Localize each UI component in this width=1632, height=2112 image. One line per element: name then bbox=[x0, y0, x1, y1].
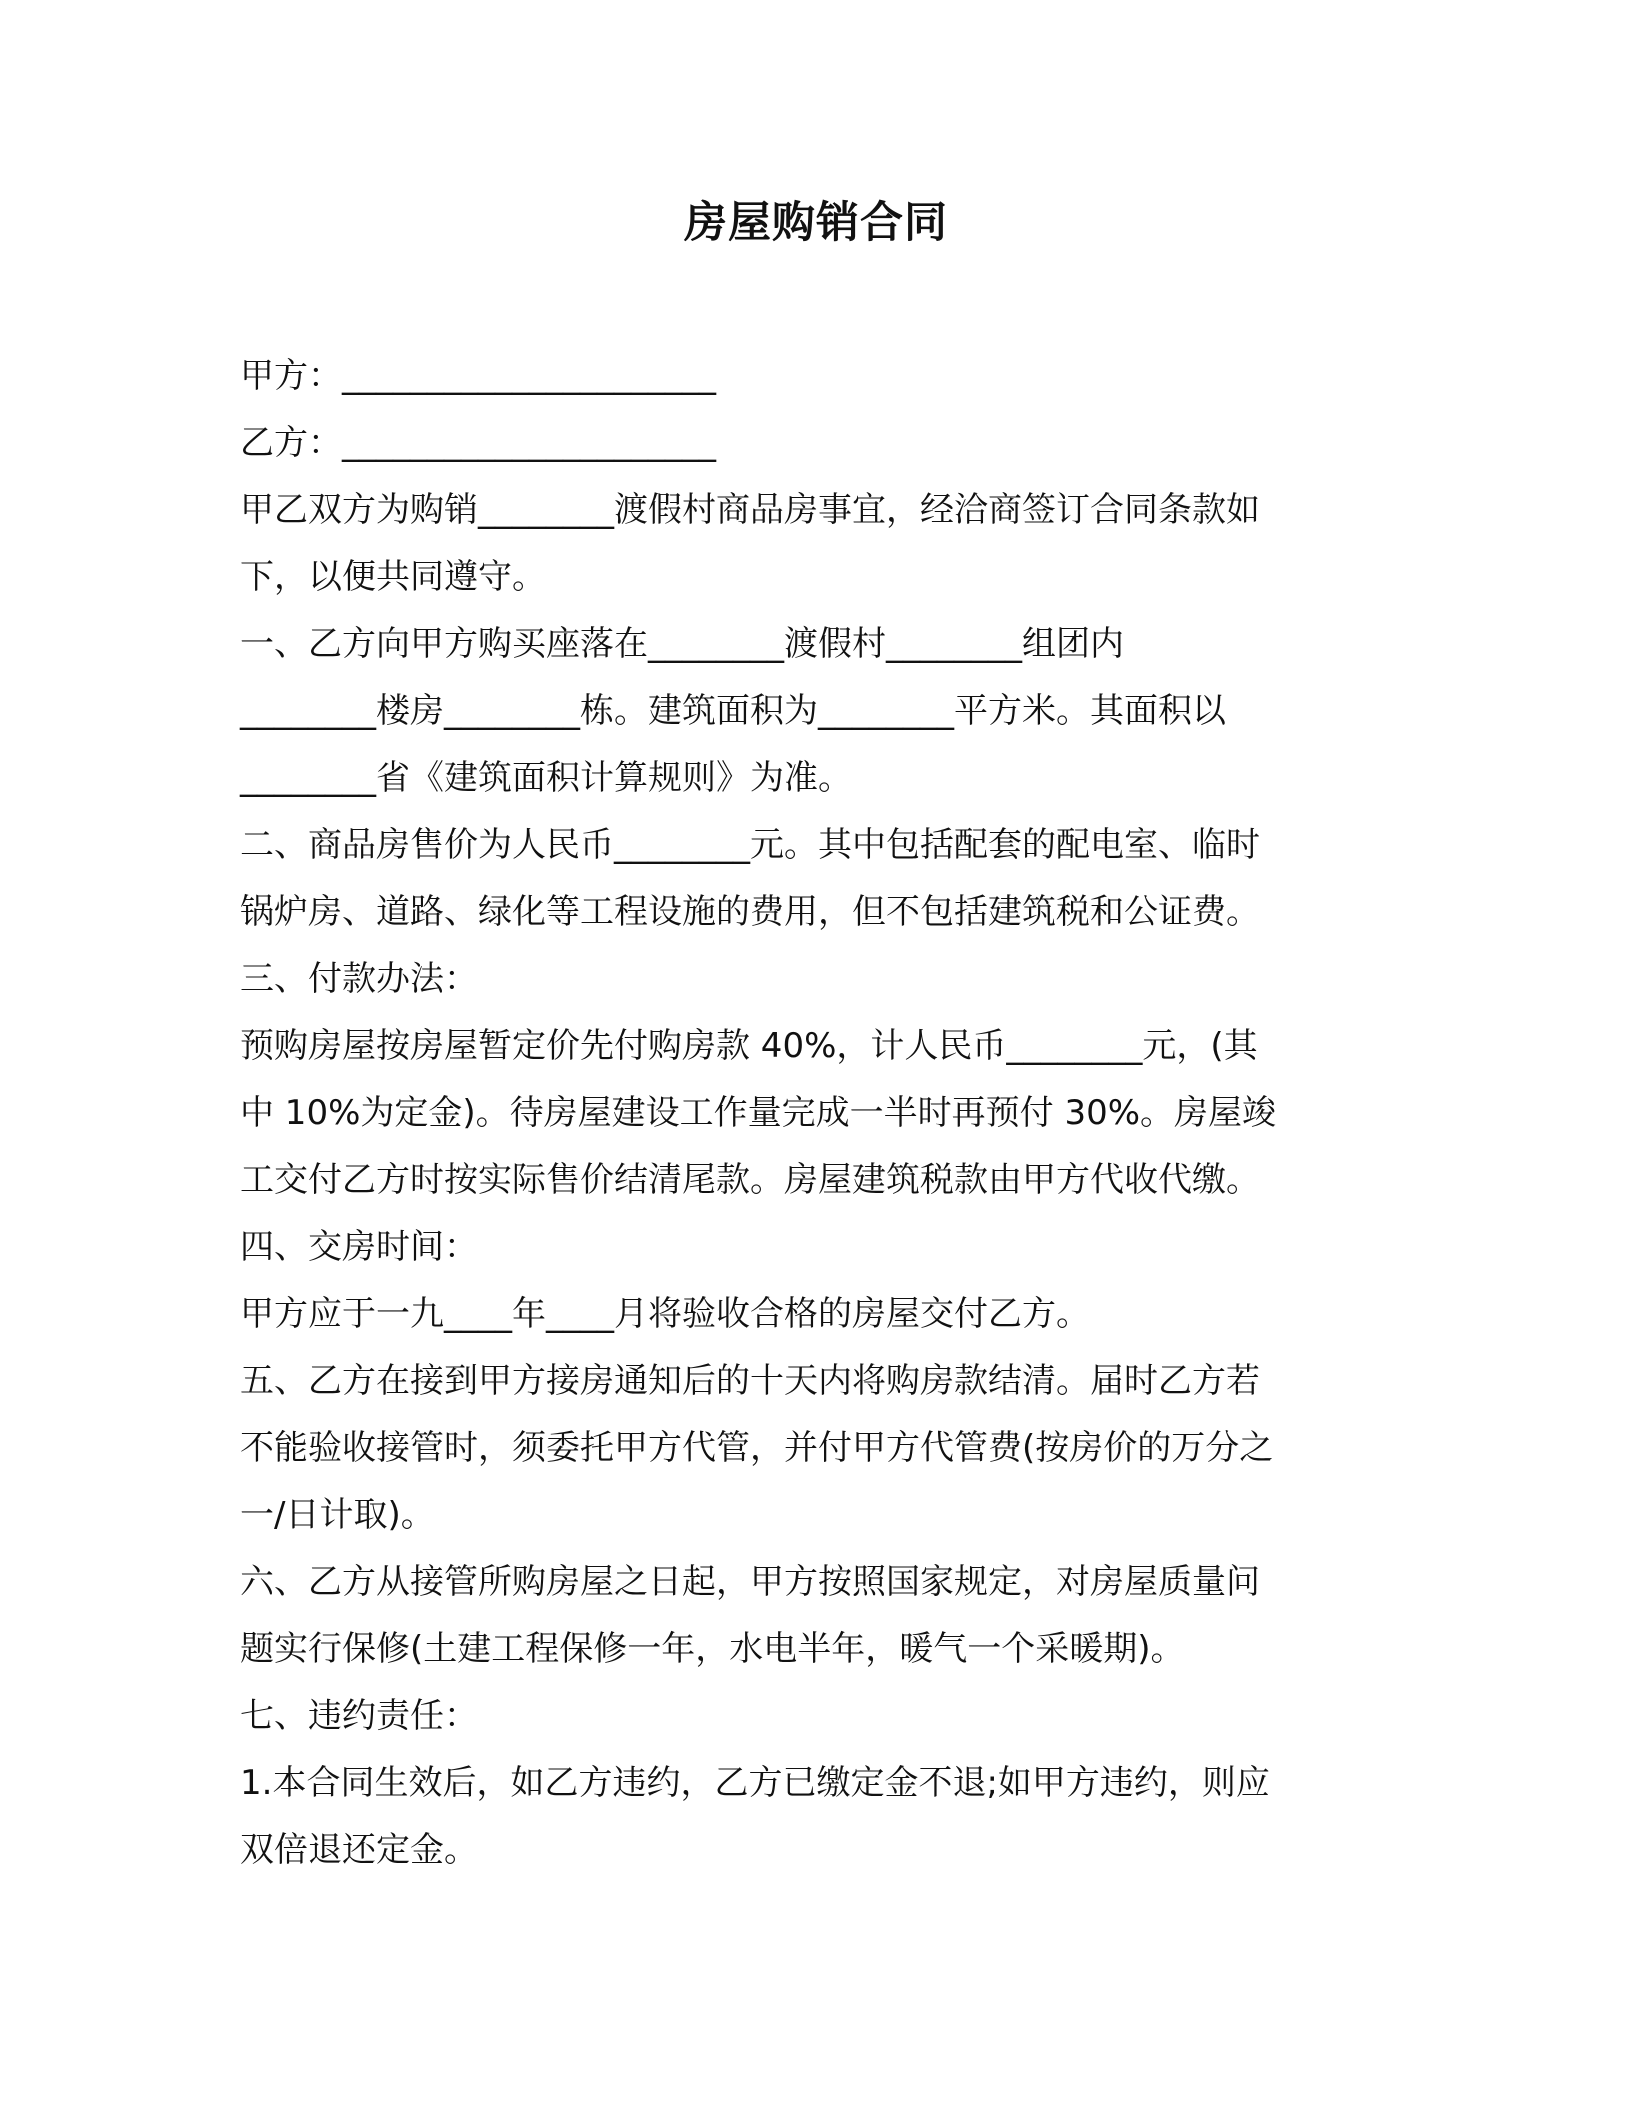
party-b-line: 乙方：______________________ bbox=[240, 423, 716, 463]
preamble-line: 甲乙双方为购销________渡假村商品房事宜，经洽商签订合同条款如 bbox=[240, 490, 1260, 530]
clause-3-line: 预购房屋按房屋暂定价先付购房款 40%，计人民币________元，(其 bbox=[240, 1026, 1258, 1066]
document-title: 房屋购销合同 bbox=[684, 198, 948, 248]
clause-3-line: 工交付乙方时按实际售价结清尾款。房屋建筑税款由甲方代收代缴。 bbox=[240, 1160, 1260, 1200]
clause-3-line: 中 10%为定金)。待房屋建设工作量完成一半时再预付 30%。房屋竣 bbox=[240, 1093, 1277, 1133]
clause-3-heading: 三、付款办法： bbox=[240, 959, 478, 999]
clause-7-line: 双倍退还定金。 bbox=[240, 1830, 478, 1870]
clause-2-line: 二、商品房售价为人民币________元。其中包括配套的配电室、临时 bbox=[240, 825, 1260, 865]
clause-2-line: 锅炉房、道路、绿化等工程设施的费用，但不包括建筑税和公证费。 bbox=[240, 892, 1260, 932]
clause-5-line: 五、乙方在接到甲方接房通知后的十天内将购房款结清。届时乙方若 bbox=[240, 1361, 1260, 1401]
clause-1-line: 一、乙方向甲方购买座落在________渡假村________组团内 bbox=[240, 624, 1124, 664]
clause-7-heading: 七、违约责任： bbox=[240, 1696, 478, 1736]
party-a-line: 甲方：______________________ bbox=[240, 356, 716, 396]
clause-5-line: 一/日计取)。 bbox=[240, 1495, 435, 1535]
clause-1-line: ________楼房________栋。建筑面积为________平方米。其面积以 bbox=[240, 691, 1226, 731]
clause-6-line: 题实行保修(土建工程保修一年，水电半年，暖气一个采暖期)。 bbox=[240, 1629, 1185, 1669]
clause-5-line: 不能验收接管时，须委托甲方代管，并付甲方代管费(按房价的万分之 bbox=[240, 1428, 1274, 1468]
clause-1-line: ________省《建筑面积计算规则》为准。 bbox=[240, 758, 852, 798]
preamble-line: 下，以便共同遵守。 bbox=[240, 557, 546, 597]
clause-6-line: 六、乙方从接管所购房屋之日起，甲方按照国家规定，对房屋质量问 bbox=[240, 1562, 1260, 1602]
clause-7-line: 1.本合同生效后，如乙方违约，乙方已缴定金不退;如甲方违约，则应 bbox=[240, 1763, 1270, 1803]
clause-4-line: 甲方应于一九____年____月将验收合格的房屋交付乙方。 bbox=[240, 1294, 1090, 1334]
document-body bbox=[240, 343, 1380, 1884]
clause-4-heading: 四、交房时间： bbox=[240, 1227, 478, 1267]
